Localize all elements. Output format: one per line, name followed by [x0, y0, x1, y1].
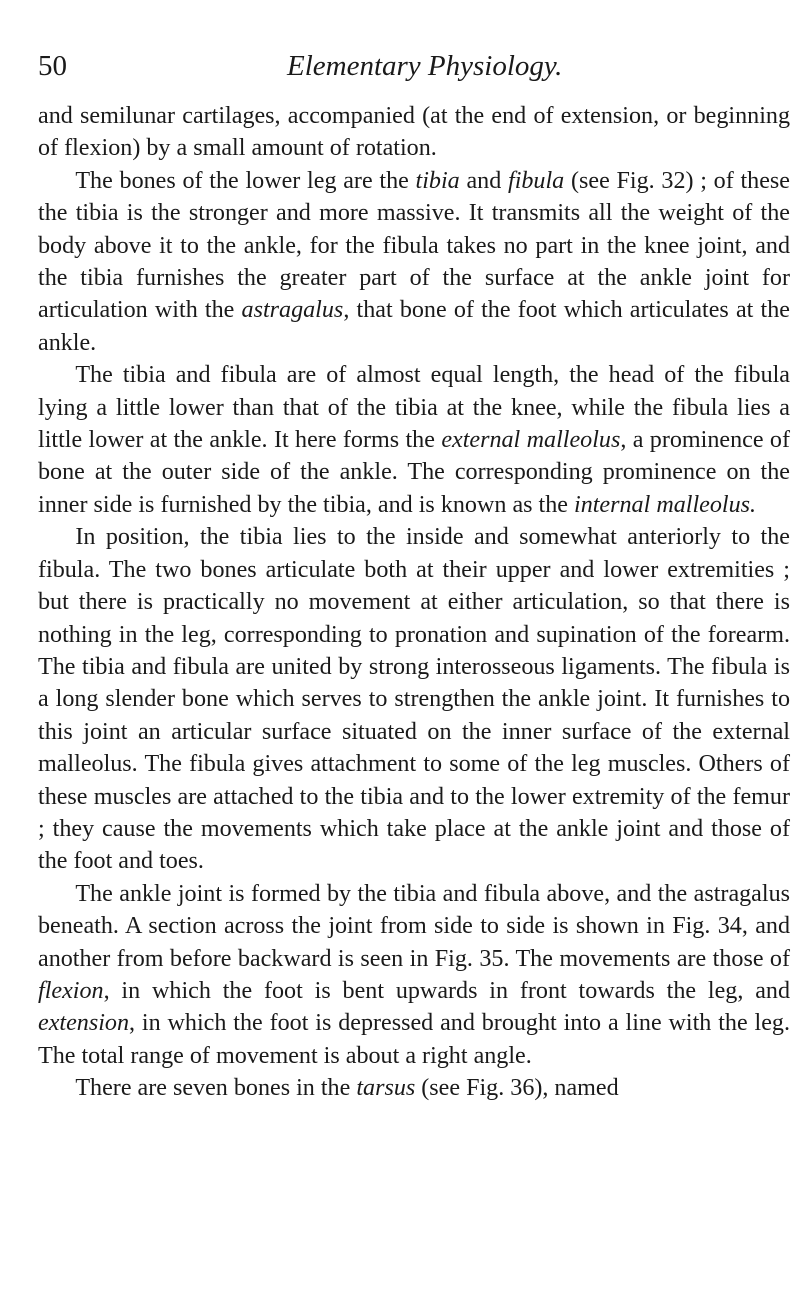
- text-run: and semilunar cartilages, accompanied (at the end of extension, or beginning of flexion) by a small amount of rotation.: [38, 103, 790, 162]
- text-run: , in which the foot is depressed and brought into a line with the leg. The total range of movement is about a right angle.: [38, 1010, 790, 1069]
- italic-term: flexion: [38, 977, 104, 1004]
- page-number: 50: [38, 50, 67, 82]
- text-run: , a prominence of bone at the outer side of the ankle. The corresponding prominence on the inner side is furnished by the tibia, and is known as the: [38, 427, 790, 518]
- italic-term: internal malleolus.: [574, 491, 757, 518]
- text-run: and: [459, 167, 508, 194]
- text-run: (see Fig. 32) ; of these the tibia is the stronger and more massive. It transmits all the weight of the body above it to the ankle, for the fibula takes no part in the knee joint, and the tibia furnishes the greater part of the surface at the ankle joint for articulation with the: [38, 167, 790, 324]
- italic-term: external malleolus: [441, 427, 621, 454]
- italic-term: astragalus: [241, 297, 344, 324]
- paragraph-ankle-joint: [38, 878, 790, 1072]
- text-run: The bones of the lower leg are the: [75, 167, 416, 194]
- text-run: , in which the foot is bent upwards in front towards the leg, and: [103, 977, 790, 1004]
- text-run: There are seven bones in the: [75, 1075, 357, 1102]
- paragraph-lower-leg-bones: [38, 165, 790, 359]
- text-run: The tibia and fibula are of almost equal length, the head of the fibula lying a little lower than that of the tibia at the knee, while the fibula lies a little lower at the ankle. It here forms the: [38, 362, 790, 454]
- italic-term: fibula: [508, 167, 565, 194]
- text-run: (see Fig. 36), named: [415, 1075, 619, 1102]
- italic-term: tarsus: [356, 1075, 416, 1102]
- italic-term: tibia: [415, 167, 460, 194]
- body-text: [38, 100, 790, 1105]
- paragraph-position: [38, 521, 790, 877]
- text-run: , that bone of the foot which articulates at the ankle.: [38, 297, 790, 356]
- paragraph-tarsus: [38, 1072, 790, 1104]
- running-head: [0, 46, 801, 86]
- text-run: The ankle joint is formed by the tibia and fibula above, and the astragalus beneath. A section across the joint from side to side is shown in Fig. 34, and another from before backward is seen in Fig. 35. The movements are those of: [38, 880, 790, 972]
- text-run: In position, the tibia lies to the inside and somewhat anteriorly to the fibula. The two bones articulate both at their upper and lower extremities ; but there is practically no movement at either articulation, so that there is nothing in the leg, corresponding to pronation and supination of the forearm. The tibia and fibula are united by strong interosseous ligaments. The fibula is a long slender bone which serves to strengthen the ankle joint. It furnishes to this joint an articular surface situated on the inner surface of the external malleolus. The fibula gives attachment to some of the leg muscles. Others of these muscles are attached to the tibia and to the lower extremity of the femur ; they cause the movements which take place at the ankle joint and those of the foot and toes.: [38, 524, 790, 875]
- italic-term: extension: [38, 1010, 129, 1037]
- paragraph-continuation: [38, 100, 790, 165]
- paragraph-tibia-fibula-length: [38, 359, 790, 521]
- running-title: Elementary Physiology.: [287, 50, 563, 82]
